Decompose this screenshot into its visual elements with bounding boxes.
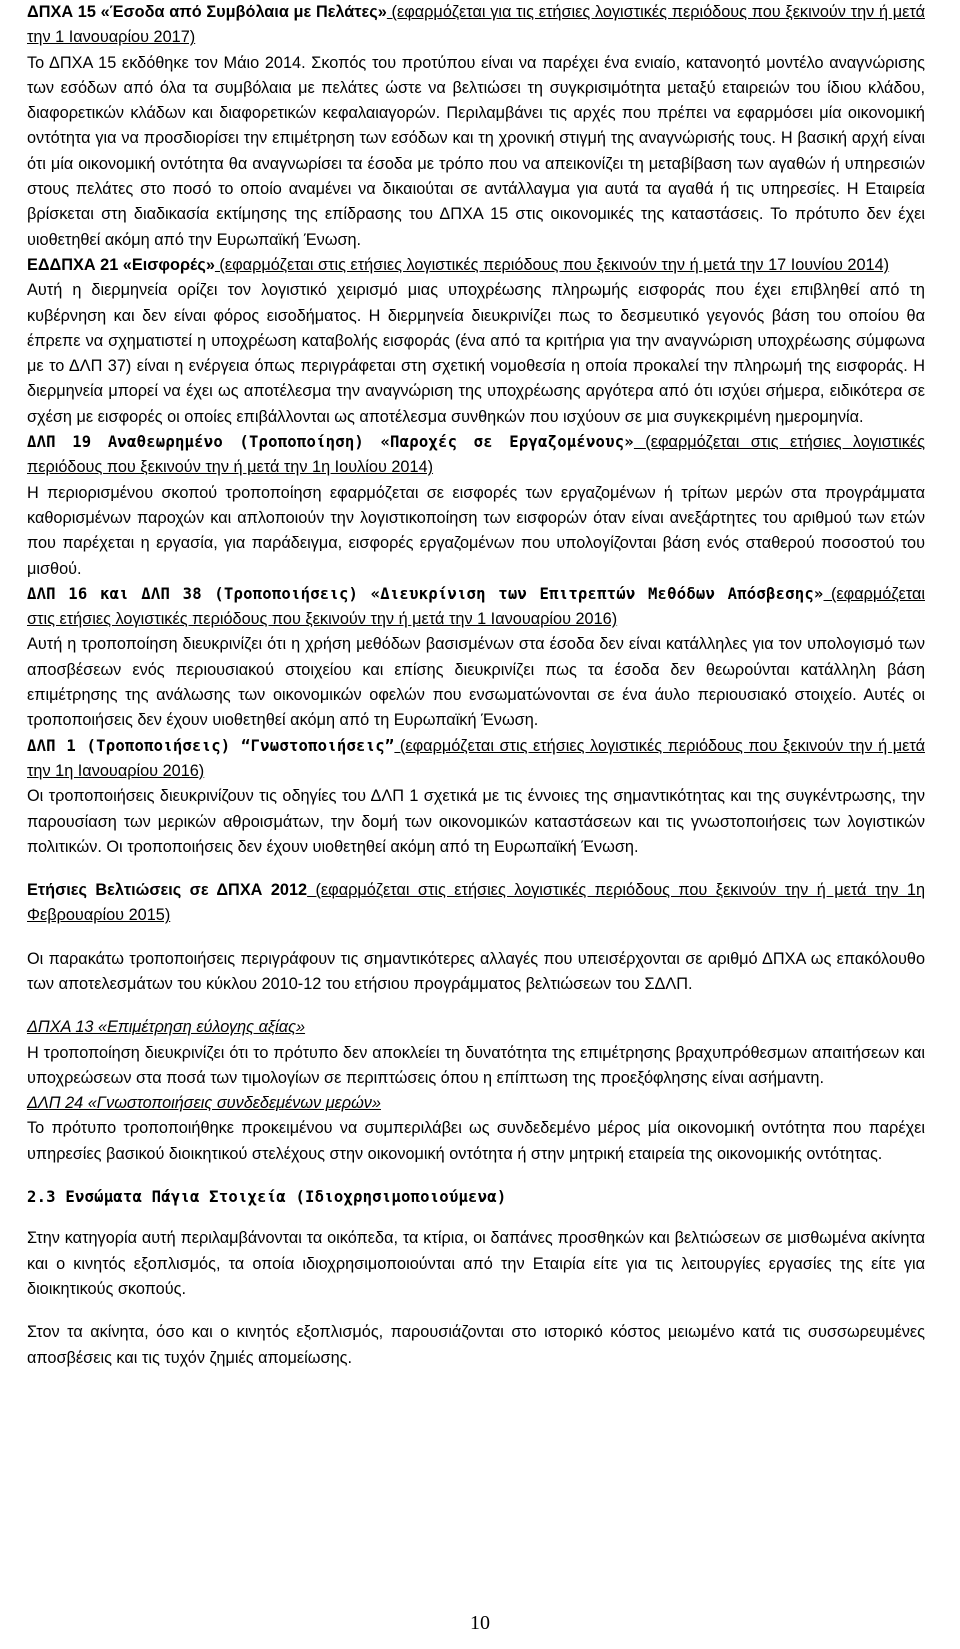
- body-fixed-assets-1: Στην κατηγορία αυτή περιλαμβάνονται τα οικόπεδα, τα κτίρια, οι δαπάνες προσθηκών και βελτιώσεων σε μισθωμένα ακίνητα και ο κινητός εξοπλισμός, τα οποία ιδιοχρησιμοποιούνται από την Εταιρία είτε για τις λειτουργίες εργασίες της είτε για διοικητικούς σκοπούς.: [27, 1229, 925, 1298]
- body-edpxa21: Αυτή η διερμηνεία ορίζει τον λογιστικό χειρισμό μιας υποχρέωσης πληρωμής εισφοράς που έχει επιβληθεί από τη κυβέρνηση και δεν είναι φόρος εισοδήματος. Η διερμηνεία διευκρινίζει πως το δεσμευτικό γεγονός βάση του οποίου θα έπρεπε να σχηματιστεί η υποχρέωση καταβολής εισφοράς (ένα από τα κριτήρια για την αναγνώριση υποχρέωσης σύμφωνα με το ΔΛΠ 37) είναι η ενέργεια όπως περιγράφεται στη σχετική νομοθεσία η οποία προκαλεί την πληρωμή της εισφοράς. Η διερμηνεία μπορεί να έχει ως αποτέλεσμα την αναγνώριση της υποχρέωσης αργότερα από ότι ισχύει σήμερα, ειδικότερα σε σχέση με εισφορές οι οποίες επιβάλλονται ως αποτέλεσμα συνθηκών που ισχύουν σε μια συγκεκριμένη ημερομηνία.: [27, 281, 925, 426]
- section-dlp19: [27, 430, 925, 582]
- section-dlp1: [27, 734, 925, 860]
- body-dlp19: Η περιορισμένου σκοπού τροποποίηση εφαρμόζεται σε εισφορές των εργαζομένων ή τρίτων μερών στα προγράμματα καθορισμένων παροχών και απλοποιούν την λογιστικοποίηση των εισφορών όταν είναι ανεξάρτητες του αριθμού των ετών που παρέχεται η εργασία, για παράδειγμα, εισφορές εργαζομένων που υπολογίζονται βάση ενός σταθερού ποσοστού του μισθού.: [27, 483, 925, 578]
- body-dpxa13: Η τροποποίηση διευκρινίζει ότι το πρότυπο δεν αποκλείει τη δυνατότητα της επιμέτρησης βραχυπρόθεσμων απαιτήσεων και υποχρεώσεων στα ποσά των τιμολογίων σε περιπτώσεις όπου η επίπτωση της προεξόφλησης είναι ασήμαντη.: [27, 1043, 925, 1087]
- applicability-dpxa15: (εφαρμόζεται για τις ετήσιες λογιστικές περιόδους που ξεκινούν την ή μετά την 1 Ιανουαρίου 2017): [27, 3, 925, 47]
- body-annual2012: Οι παρακάτω τροποποιήσεις περιγράφουν τις σημαντικότερες αλλαγές που υπεισέρχονται σε αριθμό ΔΠΧΑ ως επακόλουθο των αποτελεσμάτων του κύκλου 2010-12 του ετήσιου προγράμματος βελτιώσεων του ΣΔΛΠ.: [27, 949, 925, 993]
- applicability-dlp19: (εφαρμόζεται στις ετήσιες λογιστικές περιόδους που ξεκινούν την ή μετά την 1η Ιουλίου 2014): [27, 433, 925, 477]
- body-dlp16-38: Αυτή η τροποποίηση διευκρινίζει ότι η χρήση μεθόδων βασισμένων στα έσοδα δεν είναι κατάλληλες για τον υπολογισμό των αποσβέσεων ενός περιουσιακού στοιχείου και επίσης διευκρινίζει πως τα έσοδα δεν θεωρούνται κατάλληλη βάση επιμέτρησης της ανάλωσης των οικονομικών οφελών που ενσωματώνονται σε ένα άυλο περιουσιακό στοιχείο. Αυτές οι τροποποιήσεις δεν έχουν υιοθετηθεί ακόμη από τη Ευρωπαϊκή Ένωση.: [27, 635, 925, 730]
- spacer: [27, 1167, 925, 1185]
- document-page: [27, 0, 925, 1371]
- spacer: [27, 997, 925, 1015]
- heading-dlp19: ΔΛΠ 19 Αναθεωρημένο (Τροποποίηση) «Παροχές σε Εργαζομένους»: [27, 433, 634, 452]
- heading-annual2012: Ετήσιες Βελτιώσεις σε ΔΠΧΑ 2012: [27, 881, 308, 900]
- heading-dlp1: ΔΛΠ 1 (Τροποποιήσεις) “Γνωστοποιήσεις”: [27, 736, 395, 755]
- heading-dlp24: ΔΛΠ 24 «Γνωστοποιήσεις συνδεδεμένων μερών»: [27, 1094, 381, 1113]
- heading-dpxa13: ΔΠΧΑ 13 «Επιμέτρηση εύλογης αξίας»: [27, 1018, 306, 1037]
- heading-edpxa21: ΕΔΔΠΧΑ 21 «Εισφορές»: [27, 255, 215, 274]
- applicability-annual2012: (εφαρμόζεται στις ετήσιες λογιστικές περιόδους που ξεκινούν την ή μετά την 1η Φεβρουαρίου 2015): [27, 881, 926, 925]
- applicability-dlp1: (εφαρμόζεται στις ετήσιες λογιστικές περιόδους που ξεκινούν την ή μετά την 1η Ιανουαρίου 2016): [27, 736, 925, 780]
- page-number: 10: [470, 1612, 490, 1634]
- applicability-edpxa21: (εφαρμόζεται στις ετήσιες λογιστικές περιόδους που ξεκινούν την ή μετά την 17 Ιουνίου 2014): [214, 255, 890, 274]
- section-dlp24: [27, 1091, 925, 1167]
- spacer: [27, 929, 925, 947]
- spacer: [27, 1210, 925, 1226]
- spacer: [27, 860, 925, 878]
- section-dlp16-38: [27, 582, 925, 734]
- section-annual2012: [27, 878, 925, 929]
- spacer: [27, 1302, 925, 1320]
- body-dpxa15: Το ΔΠΧΑ 15 εκδόθηκε τον Μάιο 2014. Σκοπός του προτύπου είναι να παρέχει ένα ενιαίο, κατανοητό μοντέλο αναγνώρισης των εσόδων από όλα τα συμβόλαια με πελάτες ώστε να βελτιώσει τη συγκρισιμότητα μεταξύ εταιρειών του ίδιου κλάδου, διαφορετικών κλάδων και διαφορετικών κεφαλαιαγορών. Περιλαμβάνει τις αρχές που πρέπει να εφαρμόσει μία οικονομική οντότητα για να προσδιορίσει την επιμέτρηση των εσόδων και τη χρονική στιγμή της αναγνώρισής τους. Η βασική αρχή είναι ότι μία οικονομική οντότητα θα αναγνωρίσει τα έσοδα με τρόπο που να απεικονίζει τη μεταβίβαση των αγαθών ή υπηρεσιών στους πελάτες στο ποσό το οποίο αναμένει να δικαιούται σε αντάλλαγμα για αυτά τα αγαθά ή τις υπηρεσίες. Η Εταιρεία βρίσκεται στη διαδικασία εκτίμησης της επίδρασης του ΔΠΧΑ 15 στις οικονομικές της καταστάσεις. Το πρότυπο δεν έχει υιοθετηθεί ακόμη από την Ευρωπαϊκή Ένωση.: [27, 53, 925, 249]
- heading-dpxa15: ΔΠΧΑ 15 «Έσοδα από Συμβόλαια με Πελάτες»: [27, 3, 387, 21]
- section-dpxa15: [27, 0, 925, 253]
- body-dlp1: Οι τροποποιήσεις διευκρινίζουν τις οδηγίες του ΔΛΠ 1 σχετικά με τις έννοιες της σημαντικότητας και της συγκέντρωσης, την παρουσίαση των μερικών αθροισμάτων, την δομή των οικονομικών καταστάσεων και τις γνωστοποιήσεις των λογιστικών πολιτικών. Οι τροποποιήσεις δεν έχουν υιοθετηθεί ακόμη από τη Ευρωπαϊκή Ένωση.: [27, 787, 925, 856]
- section-edpxa21: [27, 253, 925, 430]
- body-fixed-assets-2: Στον τα ακίνητα, όσο και ο κινητός εξοπλισμός, παρουσιάζονται στο ιστορικό κόστος μειωμένο κατά τις συσσωρευμένες αποσβέσεις και τις τυχόν ζημιές απομείωσης.: [27, 1323, 925, 1367]
- body-dlp24: Το πρότυπο τροποποιήθηκε προκειμένου να συμπεριλάβει ως συνδεδεμένο μέρος μία οικονομική οντότητα που παρέχει υπηρεσίες βασικού διοικητικού στελέχους στην οικονομική οντότητα ή στην μητρική εταιρεία της οικονομικής οντότητας.: [27, 1119, 925, 1163]
- heading-fixed-assets: [27, 1185, 925, 1210]
- heading-fixed-assets-text: 2.3 Ενσώματα Πάγια Στοιχεία (Ιδιοχρησιμοποιούμενα): [27, 1188, 507, 1207]
- heading-dlp16-38: ΔΛΠ 16 και ΔΛΠ 38 (Τροποποιήσεις) «Διευκρίνιση των Επιτρεπτών Μεθόδων Απόσβεσης»: [27, 584, 824, 603]
- applicability-dlp16-38: (εφαρμόζεται στις ετήσιες λογιστικές περιόδους που ξεκινούν την ή μετά την 1 Ιανουαρίου 2016): [27, 584, 925, 629]
- section-dpxa13: [27, 1015, 925, 1091]
